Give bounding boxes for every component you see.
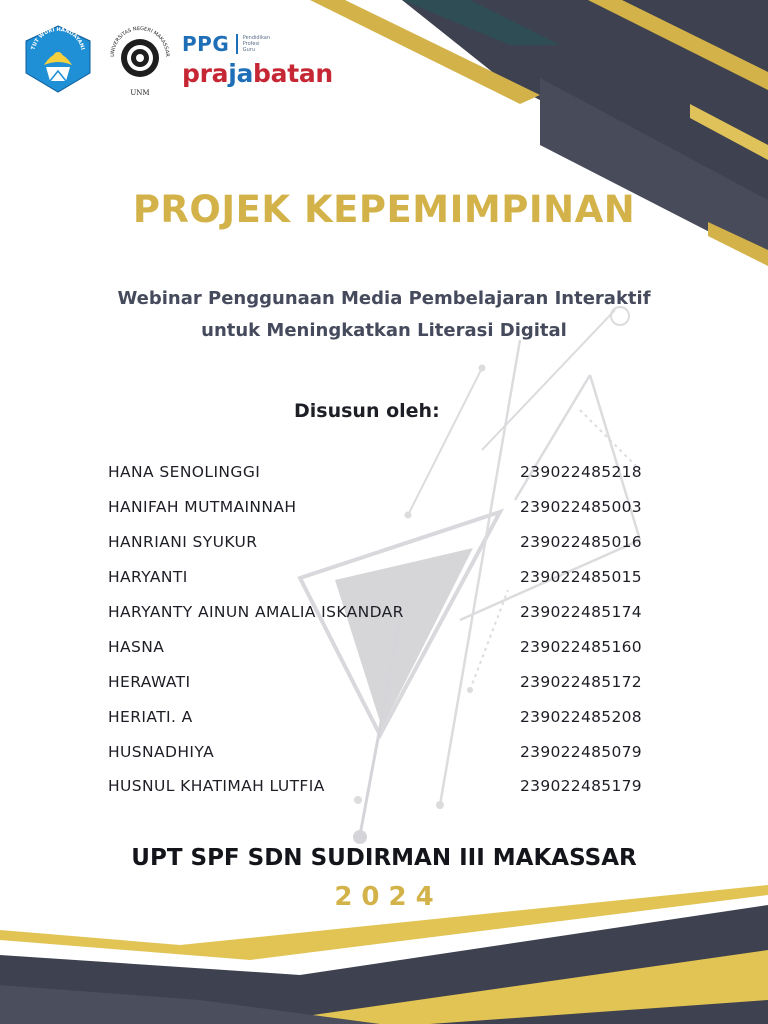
ppg-prajabatan-logo — [182, 30, 352, 94]
unm-abbr: UNM — [130, 89, 150, 97]
member-nim: 239022485179 — [520, 777, 642, 796]
member-row — [108, 699, 668, 734]
member-name: HERAWATI — [108, 672, 191, 691]
member-nim: 239022485079 — [520, 742, 642, 761]
subtitle-line-1: Webinar Penggunaan Media Pembelajaran Interaktif — [117, 288, 651, 309]
member-row — [108, 769, 668, 804]
subtitle-line-2: untuk Meningkatkan Literasi Digital — [201, 320, 567, 341]
member-name: HUSNUL KHATIMAH LUTFIA — [108, 777, 325, 796]
tut-wuri-handayani-logo — [22, 25, 94, 93]
member-nim: 239022485218 — [520, 463, 642, 482]
member-row — [108, 455, 668, 490]
member-row — [108, 629, 668, 664]
member-row — [108, 595, 668, 630]
member-nim: 239022485160 — [520, 637, 642, 656]
member-name: HANA SENOLINGGI — [108, 463, 261, 482]
member-row — [108, 490, 668, 525]
member-nim: 239022485015 — [520, 568, 642, 587]
prajabatan-word: prajabatan — [182, 59, 333, 88]
member-nim: 239022485208 — [520, 707, 642, 726]
member-name: HUSNADHIYA — [108, 742, 215, 761]
member-name: HERIATI. A — [108, 707, 193, 726]
prepared-by-heading: Disusun oleh: — [294, 400, 440, 422]
member-row — [108, 734, 668, 769]
member-nim: 239022485016 — [520, 533, 642, 552]
ppg-word: PPG — [182, 32, 230, 56]
subtitle — [0, 283, 768, 347]
page-title: PROJEK KEPEMIMPINAN — [132, 188, 636, 231]
member-name: HANRIANI SYUKUR — [108, 533, 258, 552]
member-row — [108, 525, 668, 560]
member-nim: 239022485003 — [520, 498, 642, 517]
member-list — [108, 455, 668, 804]
tut-wuri-text: TUT WURI HANDAYANI — [30, 26, 86, 51]
year: 2024 — [334, 882, 443, 912]
member-name: HARYANTY AINUN AMALIA ISKANDAR — [108, 603, 404, 621]
member-row — [108, 664, 668, 699]
ppg-divider — [236, 34, 238, 54]
unm-arc-text: UNIVERSITAS NEGERI MAKASSAR — [109, 25, 171, 57]
member-name: HASNA — [108, 637, 165, 656]
ppg-subtext: Pendidikan Profesi Guru — [242, 35, 270, 53]
school-name: UPT SPF SDN SUDIRMAN III MAKASSAR — [131, 845, 637, 871]
member-name: HARYANTI — [108, 568, 188, 587]
member-nim: 239022485172 — [520, 672, 642, 691]
member-nim: 239022485174 — [520, 603, 642, 621]
member-row — [108, 560, 668, 595]
member-name: HANIFAH MUTMAINNAH — [108, 498, 297, 517]
unm-logo — [104, 18, 176, 98]
